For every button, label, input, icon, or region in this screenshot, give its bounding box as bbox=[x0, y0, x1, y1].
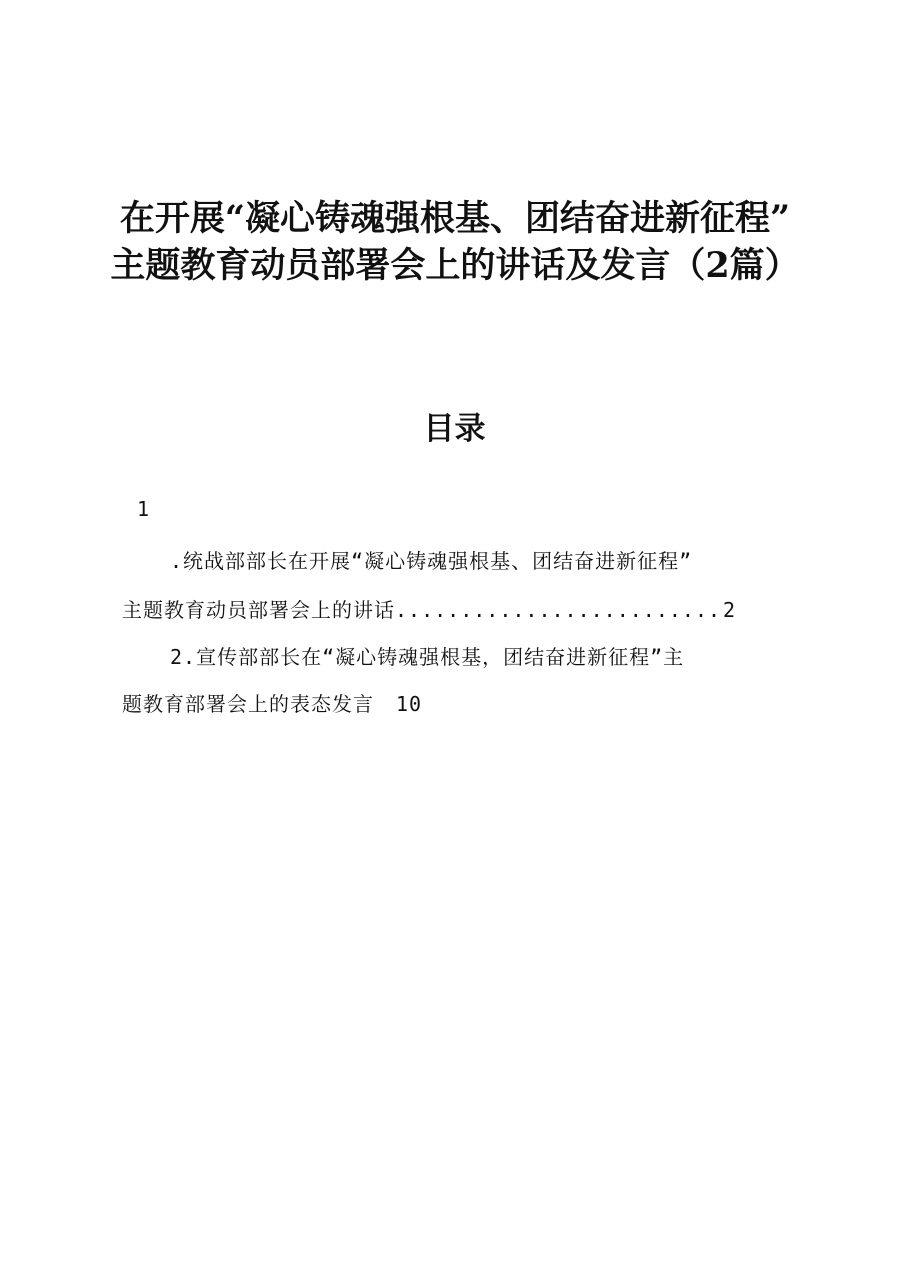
toc-item-2-title-line-2: 题教育部署会上的表态发言 bbox=[122, 692, 374, 716]
toc-item-1-title-line-2-row bbox=[122, 594, 736, 623]
toc-item-1-title-line-1: .统战部部长在开展“凝心铸魂强根基、团结奋进新征程” bbox=[170, 549, 693, 573]
toc-item-1-page-number: 2 bbox=[723, 598, 737, 622]
toc-item-2-title-line-1: 2.宣传部部长在“凝心铸魂强根基，团结奋进新征程”主 bbox=[170, 645, 685, 669]
toc-item-number: 1 bbox=[137, 497, 150, 521]
toc-item-1-title-line-2: 主题教育动员部署会上的讲话......................... bbox=[122, 598, 722, 622]
document-title-line-1: 在开展“凝心铸魂强根基、团结奋进新征程” bbox=[119, 198, 791, 239]
document-title-line-2: 主题教育动员部署会上的讲话及发言（2篇） bbox=[110, 245, 800, 286]
toc-item-2-page-number: 10 bbox=[396, 692, 423, 716]
toc-item-2-title-line-2-row bbox=[122, 688, 422, 717]
toc-heading: 目录 bbox=[423, 411, 486, 447]
